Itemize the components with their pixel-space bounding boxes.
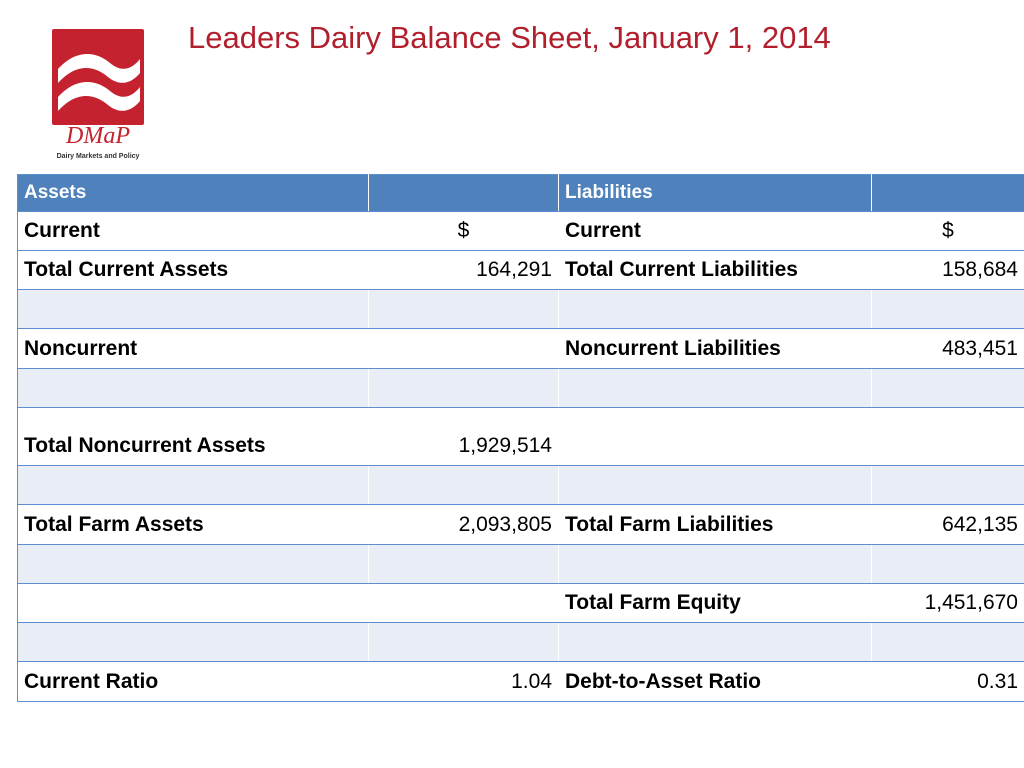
liability-label: Current bbox=[559, 212, 872, 251]
liability-value: 642,135 bbox=[872, 505, 1024, 545]
asset-value bbox=[369, 329, 559, 369]
table-row bbox=[18, 584, 1024, 623]
asset-label bbox=[18, 584, 369, 623]
liability-label: Total Farm Liabilities bbox=[559, 505, 872, 545]
liability-label bbox=[559, 290, 872, 329]
balance-sheet-table bbox=[17, 174, 1024, 702]
asset-label: Current Ratio bbox=[18, 662, 369, 702]
liability-value bbox=[872, 545, 1024, 584]
asset-label bbox=[18, 623, 369, 662]
liability-value bbox=[872, 408, 1024, 466]
liability-label: Noncurrent Liabilities bbox=[559, 329, 872, 369]
liability-label bbox=[559, 623, 872, 662]
liability-label: Debt-to-Asset Ratio bbox=[559, 662, 872, 702]
asset-value: 1,929,514 bbox=[369, 408, 559, 466]
logo-subtitle: Dairy Markets and Policy bbox=[56, 153, 140, 160]
asset-label: Total Farm Assets bbox=[18, 505, 369, 545]
asset-value bbox=[369, 623, 559, 662]
asset-label: Total Noncurrent Assets bbox=[18, 408, 369, 466]
asset-value bbox=[369, 466, 559, 505]
asset-label: Noncurrent bbox=[18, 329, 369, 369]
asset-label bbox=[18, 290, 369, 329]
table-row bbox=[18, 290, 1024, 329]
asset-label bbox=[18, 369, 369, 408]
liability-label bbox=[559, 545, 872, 584]
liability-value: $ bbox=[872, 212, 1024, 251]
table-row bbox=[18, 329, 1024, 369]
asset-value: $ bbox=[369, 212, 559, 251]
asset-label bbox=[18, 545, 369, 584]
liabilities-value-header bbox=[872, 175, 1024, 212]
table-header-row bbox=[18, 175, 1024, 212]
liability-value bbox=[872, 466, 1024, 505]
table-row bbox=[18, 623, 1024, 662]
table-row bbox=[18, 212, 1024, 251]
liability-value: 1,451,670 bbox=[872, 584, 1024, 623]
dmap-logo bbox=[50, 29, 146, 163]
asset-label: Current bbox=[18, 212, 369, 251]
liabilities-header: Liabilities bbox=[559, 175, 872, 212]
table-row bbox=[18, 369, 1024, 408]
liability-label: Total Farm Equity bbox=[559, 584, 872, 623]
liability-label bbox=[559, 369, 872, 408]
asset-value: 1.04 bbox=[369, 662, 559, 702]
asset-value: 2,093,805 bbox=[369, 505, 559, 545]
table-row bbox=[18, 251, 1024, 290]
assets-header: Assets bbox=[18, 175, 369, 212]
asset-value bbox=[369, 584, 559, 623]
table-row bbox=[18, 408, 1024, 466]
assets-value-header bbox=[369, 175, 559, 212]
liability-value: 0.31 bbox=[872, 662, 1024, 702]
asset-value bbox=[369, 369, 559, 408]
asset-value: 164,291 bbox=[369, 251, 559, 290]
liability-value bbox=[872, 369, 1024, 408]
liability-label: Total Current Liabilities bbox=[559, 251, 872, 290]
page-title: Leaders Dairy Balance Sheet, January 1, 2014 bbox=[188, 20, 831, 55]
liability-label bbox=[559, 408, 872, 466]
table-row bbox=[18, 545, 1024, 584]
asset-label bbox=[18, 466, 369, 505]
wave-logo-icon bbox=[52, 29, 144, 125]
logo-name: DMaP bbox=[66, 123, 130, 149]
table-row bbox=[18, 466, 1024, 505]
asset-value bbox=[369, 545, 559, 584]
liability-value: 483,451 bbox=[872, 329, 1024, 369]
table-row bbox=[18, 662, 1024, 702]
liability-value bbox=[872, 623, 1024, 662]
asset-value bbox=[369, 290, 559, 329]
liability-label bbox=[559, 466, 872, 505]
asset-label: Total Current Assets bbox=[18, 251, 369, 290]
liability-value: 158,684 bbox=[872, 251, 1024, 290]
liability-value bbox=[872, 290, 1024, 329]
table-row bbox=[18, 505, 1024, 545]
